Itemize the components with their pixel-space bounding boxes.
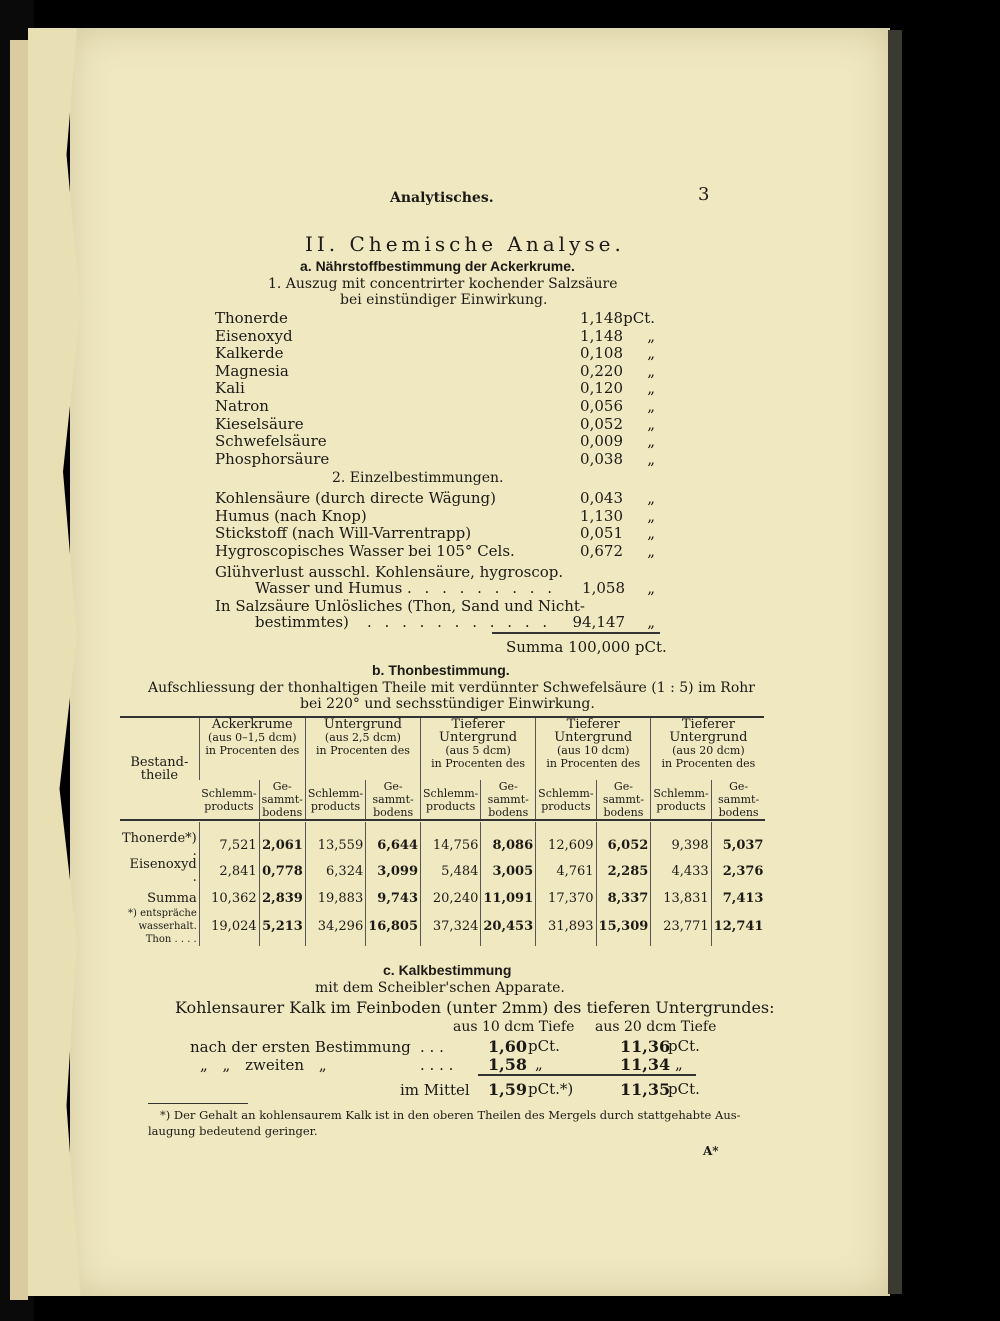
summa: Summa 100,000 pCt. xyxy=(506,638,667,656)
cell-value: 15,309 xyxy=(596,906,651,946)
cell-value: 8,337 xyxy=(596,884,651,906)
group-header xyxy=(199,718,305,780)
col-10dcm: aus 10 dcm Tiefe xyxy=(453,1019,575,1035)
running-title: Analytisches. xyxy=(390,190,494,206)
item-row xyxy=(215,363,655,380)
group-title: Tieferer Untergrund xyxy=(439,717,518,745)
sub-header-gesammt: Ge-sammt-bodens xyxy=(596,780,651,820)
row-label: Summa xyxy=(147,890,197,906)
gluehverlust-line1: Glühverlust ausschl. Kohlensäure, hygroscop. xyxy=(215,563,564,581)
item-unit: „ xyxy=(647,397,655,415)
row-label: *) entspräche wasserhalt. Thon . . . . xyxy=(128,907,197,945)
item-value: 0,672 xyxy=(580,541,623,560)
row-label: Eisenoxyd . xyxy=(129,857,197,885)
unloesliches-row xyxy=(255,614,655,631)
item-row xyxy=(215,398,655,415)
cell-value: 3,099 xyxy=(366,858,421,884)
cell-value: 19,883 xyxy=(305,884,365,906)
item-unit: „ xyxy=(647,449,655,468)
mittel-rule xyxy=(478,1074,696,1076)
sub2-heading: 2. Einzelbestimmungen. xyxy=(332,470,504,486)
cell-value: 2,061 xyxy=(259,822,305,858)
col-20dcm: aus 20 dcm Tiefe xyxy=(595,1019,717,1035)
item-name: Humus (nach Knop) xyxy=(215,507,367,525)
cell-value: 6,644 xyxy=(366,822,421,858)
leader-dots: . . . . xyxy=(420,1056,454,1074)
cell-value: 23,771 xyxy=(651,906,711,946)
part-b-title: b. Thonbestimmung. xyxy=(372,662,510,678)
mittel-label: im Mittel xyxy=(400,1081,470,1099)
row1-label: nach der ersten Bestimmung xyxy=(190,1038,411,1056)
cell-value: 2,376 xyxy=(711,858,765,884)
item-unit: „ xyxy=(647,414,655,433)
thon-table xyxy=(120,718,765,946)
group-title: Tieferer Untergrund xyxy=(554,717,633,745)
cell-value: 9,398 xyxy=(651,822,711,858)
cell-value: 3,005 xyxy=(481,858,536,884)
group-header xyxy=(651,718,766,780)
signature-mark: A* xyxy=(703,1144,719,1158)
cell-value: 4,433 xyxy=(651,858,711,884)
group-basis: in Procenten des xyxy=(546,757,641,770)
item-unit: „ xyxy=(647,379,655,398)
col-header-bestandtheile: Bestand-theile xyxy=(130,754,189,783)
item-row xyxy=(215,508,655,525)
item-name: Natron xyxy=(215,398,269,415)
group-depth: (aus 20 dcm) xyxy=(672,744,745,757)
cell-value: 10,362 xyxy=(199,884,259,906)
item-value: 0,038 xyxy=(580,449,623,468)
cell-value: 13,559 xyxy=(305,822,365,858)
sub-header-schlemm: Schlemm-products xyxy=(536,780,596,820)
cell-value: 37,324 xyxy=(421,906,481,946)
cell-value: 7,521 xyxy=(199,822,259,858)
item-name: Hygroscopisches Wasser bei 105° Cels. xyxy=(215,542,515,560)
unloesliches-value: 94,147 xyxy=(572,613,625,631)
group-title: Ackerkrume xyxy=(211,717,293,732)
unloesliches-line1: In Salzsäure Unlösliches (Thon, Sand und Nicht- xyxy=(215,597,585,615)
item-row xyxy=(215,490,655,507)
part-a-title: a. Nährstoffbestimmung der Ackerkrume. xyxy=(300,258,575,274)
item-value: 1,148 xyxy=(580,309,623,327)
group-depth: (aus 5 dcm) xyxy=(445,744,511,757)
cell-value: 12,609 xyxy=(536,822,596,858)
cell-value: 13,831 xyxy=(651,884,711,906)
item-unit: „ xyxy=(647,361,655,380)
row1-u1: pCt. xyxy=(528,1037,560,1055)
item-value: 0,220 xyxy=(580,361,623,380)
group-title: Untergrund xyxy=(323,717,402,732)
item-unit: „ xyxy=(647,344,655,363)
leader-dots: . . . xyxy=(420,1038,444,1056)
group-header xyxy=(305,718,420,780)
item-name: Kali xyxy=(215,380,245,398)
item-value: 0,056 xyxy=(580,397,623,415)
cell-value: 8,086 xyxy=(481,822,536,858)
sub-header-schlemm: Schlemm-products xyxy=(201,786,257,813)
item-row xyxy=(215,433,655,450)
kalk-heading: Kohlensaurer Kalk im Feinboden (unter 2mm) des tieferen Untergrundes: xyxy=(175,998,775,1017)
sub-header-gesammt: Ge-sammt-bodens xyxy=(366,780,421,820)
cell-value: 7,413 xyxy=(711,884,765,906)
item-value: 0,120 xyxy=(580,379,623,398)
item-unit: pCt. xyxy=(623,309,655,327)
unloesliches-unit: „ xyxy=(647,613,655,631)
cell-value: 31,893 xyxy=(536,906,596,946)
group-title: Tieferer Untergrund xyxy=(669,717,748,745)
cell-value: 5,213 xyxy=(259,906,305,946)
cell-value: 2,839 xyxy=(259,884,305,906)
item-row xyxy=(215,525,655,542)
row2-v1: 1,58 xyxy=(488,1055,527,1074)
row1-v2: 11,36 xyxy=(620,1037,671,1056)
part-b-desc-2: bei 220° und sechsstündiger Einwirkung. xyxy=(300,696,595,712)
part-c-subtitle: mit dem Scheibler'schen Apparate. xyxy=(315,980,565,996)
mittel-u1: pCt.*) xyxy=(528,1080,574,1098)
gluehverlust-label: Wasser und Humus xyxy=(255,580,403,597)
sub-header-gesammt: Ge-sammt-bodens xyxy=(711,780,765,820)
cell-value: 9,743 xyxy=(366,884,421,906)
group-depth: (aus 10 dcm) xyxy=(556,744,630,757)
cell-value: 16,805 xyxy=(366,906,421,946)
row2-v2: 11,34 xyxy=(620,1055,671,1074)
group-depth: (aus 0–1,5 dcm) xyxy=(208,731,297,744)
item-name: Eisenoxyd xyxy=(215,327,293,345)
sub1-heading-1: 1. Auszug mit concentrirter kochender Salzsäure xyxy=(268,276,618,292)
unloesliches-label: bestimmtes) xyxy=(255,614,349,631)
item-value: 0,052 xyxy=(580,414,623,433)
group-basis: in Procenten des xyxy=(205,744,300,757)
item-name: Kieselsäure xyxy=(215,415,304,433)
group-header xyxy=(536,718,651,780)
item-unit: „ xyxy=(647,506,655,525)
item-row xyxy=(215,416,655,433)
part-c-title: c. Kalkbestimmung xyxy=(383,962,512,978)
item-row xyxy=(215,380,655,397)
section-title: II. Chemische Analyse. xyxy=(305,232,625,256)
cell-value: 0,778 xyxy=(259,858,305,884)
row1-v1: 1,60 xyxy=(488,1037,527,1056)
item-unit: „ xyxy=(647,524,655,543)
cell-value: 20,453 xyxy=(481,906,536,946)
item-row xyxy=(215,543,655,560)
cell-value: 17,370 xyxy=(536,884,596,906)
cell-value: 5,037 xyxy=(711,822,765,858)
item-row xyxy=(215,345,655,362)
row2-label: „ „ zweiten „ xyxy=(200,1056,327,1074)
sub-header-schlemm: Schlemm-products xyxy=(651,780,711,820)
sub-header-schlemm: Schlemm-products xyxy=(305,780,365,820)
item-value: 1,148 xyxy=(580,326,623,345)
sub1-heading-2: bei einstündiger Einwirkung. xyxy=(340,292,548,308)
cell-value: 2,285 xyxy=(596,858,651,884)
cell-value: 2,841 xyxy=(199,858,259,884)
cell-value: 19,024 xyxy=(199,906,259,946)
part-b-desc-1: Aufschliessung der thonhaltigen Theile mit verdünnter Schwefelsäure (1 : 5) im Rohr xyxy=(148,680,755,696)
mittel-u2: pCt. xyxy=(668,1080,700,1098)
item-unit: „ xyxy=(647,432,655,451)
row2-u1: „ xyxy=(535,1055,543,1073)
item-value: 0,009 xyxy=(580,432,623,451)
cell-value: 11,091 xyxy=(481,884,536,906)
page-number: 3 xyxy=(698,184,710,205)
cell-value: 6,052 xyxy=(596,822,651,858)
item-row xyxy=(215,451,655,468)
item-name: Kohlensäure (durch directe Wägung) xyxy=(215,490,497,507)
gluehverlust-value: 1,058 xyxy=(582,579,625,597)
leader-dots: . . . . . . . . . . . xyxy=(367,613,552,631)
item-row xyxy=(215,328,655,345)
footnote-2: laugung bedeutend geringer. xyxy=(148,1124,318,1138)
gluehverlust-row xyxy=(255,580,655,597)
item-value: 1,130 xyxy=(580,506,623,525)
cell-value: 20,240 xyxy=(421,884,481,906)
item-unit: „ xyxy=(647,489,655,507)
group-basis: in Procenten des xyxy=(431,757,525,770)
gluehverlust-unit: „ xyxy=(647,579,655,597)
group-basis: in Procenten des xyxy=(316,744,410,757)
group-basis: in Procenten des xyxy=(661,757,756,770)
cell-value: 34,296 xyxy=(305,906,365,946)
item-value: 0,051 xyxy=(580,524,623,543)
item-name: Stickstoff (nach Will-Varrentrapp) xyxy=(215,525,472,543)
footnote-rule xyxy=(148,1103,248,1104)
item-name: Magnesia xyxy=(215,362,289,380)
item-name: Schwefelsäure xyxy=(215,433,327,451)
item-name: Kalkerde xyxy=(215,345,284,363)
item-name: Thonerde xyxy=(215,310,288,327)
cell-value: 14,756 xyxy=(421,822,481,858)
adjacent-page-edge xyxy=(10,40,28,1300)
item-unit: „ xyxy=(647,326,655,345)
row1-u2: pCt. xyxy=(668,1037,700,1055)
row-label: Thonerde*) . xyxy=(122,831,197,859)
row2-u2: „ xyxy=(675,1055,683,1073)
cell-value: 12,741 xyxy=(711,906,765,946)
item-row xyxy=(215,310,655,327)
sub-header-gesammt: Ge-sammt-bodens xyxy=(259,780,305,820)
sub-header-gesammt: Ge-sammt-bodens xyxy=(481,780,536,820)
group-depth: (aus 2,5 dcm) xyxy=(324,731,401,744)
cell-value: 5,484 xyxy=(421,858,481,884)
item-name: Phosphorsäure xyxy=(215,450,330,468)
leader-dots: . . . . . . . . . xyxy=(407,579,557,597)
mittel-v2: 11,35 xyxy=(620,1080,671,1099)
cell-value: 6,324 xyxy=(305,858,365,884)
footnote-1: *) Der Gehalt an kohlensaurem Kalk ist in den oberen Theilen des Mergels durch stattgehabte Aus- xyxy=(160,1108,741,1122)
cell-value: 4,761 xyxy=(536,858,596,884)
group-header xyxy=(421,718,536,780)
book-cover-edge xyxy=(888,30,902,1294)
item-value: 0,108 xyxy=(580,344,623,363)
sub-header-schlemm: Schlemm-products xyxy=(421,780,481,820)
mittel-v1: 1,59 xyxy=(488,1080,527,1099)
item-value: 0,043 xyxy=(580,489,623,507)
item-unit: „ xyxy=(647,541,655,560)
sum-rule xyxy=(492,632,660,634)
